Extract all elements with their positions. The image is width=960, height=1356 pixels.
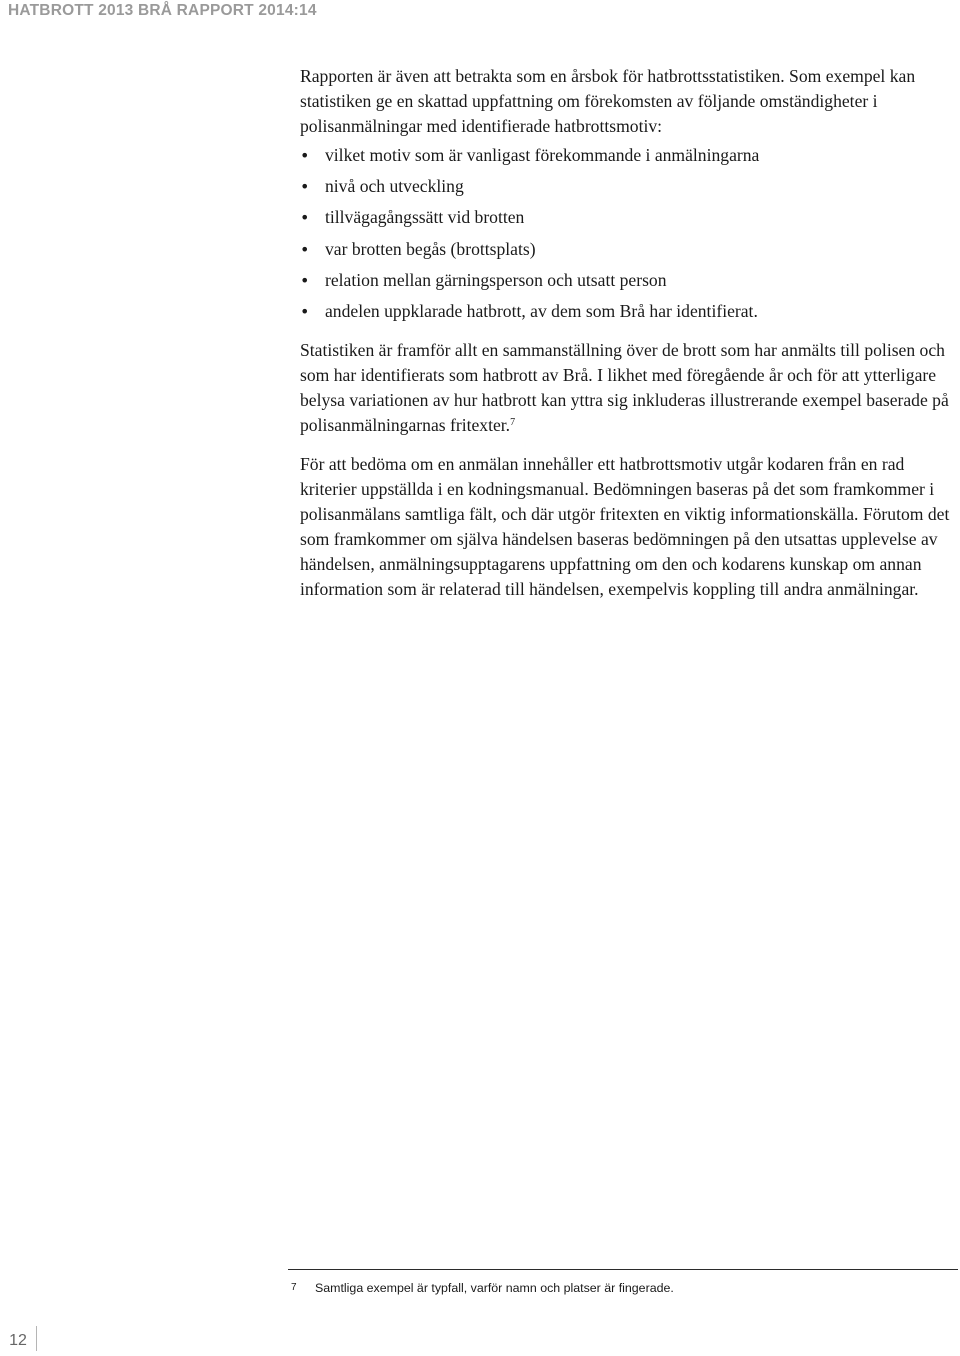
running-header: HATBROTT 2013 BRÅ RAPPORT 2014:14 — [8, 2, 317, 19]
bullet-icon: • — [300, 301, 310, 321]
assessment-paragraph: För att bedöma om en anmälan innehåller ett hatbrottsmotiv utgår kodaren från en rad kriterier uppställda i en kodningsmanual. Bedömningen baseras på det som framkommer i polisanmälans samtliga fält, och där utgör fritexten en viktig informationskälla. Förutom det som framkommer om själva händelsen baseras bedömningen på den utsattas upplevelse av händelsen, anmälningsupptagarens uppfattning om den och kodarens kunskap om annan information som är relaterad till händelsen, exempelvis koppling till andra anmälningar. — [300, 453, 950, 599]
body-text — [300, 64, 955, 602]
list-item: • var brotten begås (brottsplats) — [300, 237, 955, 262]
statistics-paragraph: Statistiken är framför allt en sammanställning över de brott som har anmälts till polisen och som har identifierats som hatbrott av Brå. I likhet med föregående år och för att ytterligare belysa variationen av hur hatbrott kan yttra sig inkluderas illustrerande exempel baserade på polisanmälningarnas fritexter.$^7$ — [300, 339, 949, 435]
footnote-text: Samtliga exempel är typfall, varför namn och platser är fingerade. — [315, 1281, 674, 1295]
intro-paragraph: Rapporten är även att betrakta som en årsbok för hatbrottsstatistiken. Som exempel kan statistiken ge en skattad uppfattning om förekomsten av följande omständigheter i polisanmälningar med identifierade hatbrottsmotiv: — [300, 66, 916, 136]
list-item: • vilket motiv som är vanligast förekommande i anmälningarna — [300, 143, 955, 168]
page-number: 12 — [0, 1326, 37, 1351]
list-item: • andelen uppklarade hatbrott, av dem som Brå har identifierat. — [300, 299, 955, 324]
list-item: • nivå och utveckling — [300, 174, 955, 199]
bullet-icon: • — [300, 177, 310, 197]
bullet-icon: • — [300, 239, 310, 259]
bullet-icon: • — [300, 208, 310, 228]
bullet-list — [300, 143, 955, 324]
list-item: • tillvägagångssätt vid brotten — [300, 205, 955, 230]
footnote — [291, 1281, 674, 1295]
footnote-number: 7 — [291, 1282, 297, 1293]
bullet-icon: • — [300, 270, 310, 290]
footnote-divider — [288, 1269, 958, 1270]
bullet-icon: • — [300, 146, 310, 165]
list-item: • relation mellan gärningsperson och utsatt person — [300, 268, 955, 293]
footnote-reference[interactable]: 7 — [510, 416, 516, 428]
